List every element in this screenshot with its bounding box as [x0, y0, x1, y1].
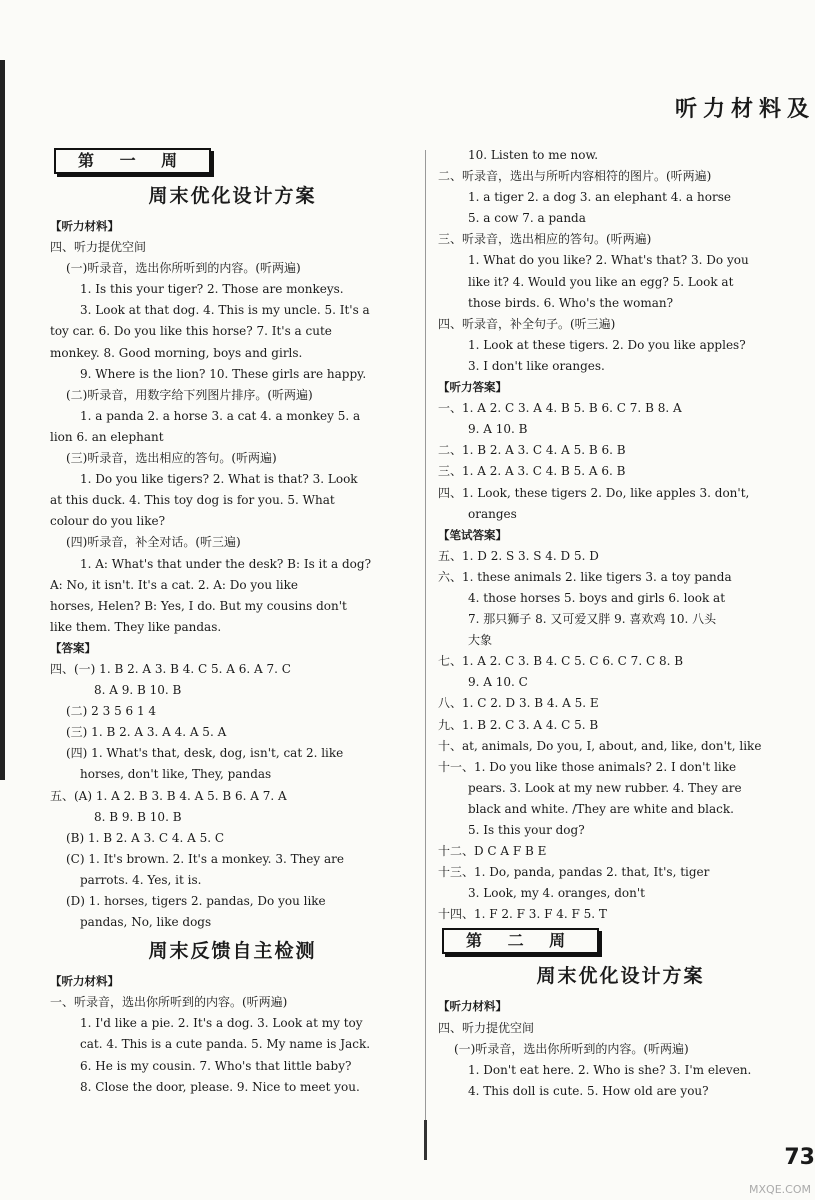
text-line: 8. Close the door, please. 9. Nice to meet you.	[80, 1079, 360, 1094]
text-line: 十二、D C A F B E	[438, 844, 547, 859]
column-divider-mark	[424, 1120, 427, 1160]
text-line: colour do you like?	[50, 514, 166, 529]
text-line: (四)听录音，补全对话。(听三遍)	[66, 535, 241, 550]
section-title: 周末优化设计方案	[148, 185, 317, 207]
text-line: 9. Where is the lion? 10. These girls are happy.	[80, 366, 367, 381]
text-line: (B) 1. B 2. A 3. C 4. A 5. C	[66, 830, 225, 845]
text-line: 四、听力提优空间	[50, 240, 147, 255]
text-line: 5. Is this your dog?	[468, 823, 585, 837]
text-line: 七、1. A 2. C 3. B 4. C 5. C 6. C 7. C 8. B	[438, 654, 684, 669]
text-line: 三、1. A 2. A 3. C 4. B 5. A 6. B	[438, 464, 626, 479]
week-heading: 第 一 周	[54, 148, 211, 174]
text-line: those birds. 6. Who's the woman?	[468, 295, 674, 310]
text-line: 1. a panda 2. a horse 3. a cat 4. a monkey 5. a	[80, 408, 361, 423]
text-line: (三) 1. B 2. A 3. A 4. A 5. A	[66, 725, 227, 740]
text-line: 8. A 9. B 10. B	[94, 683, 182, 698]
text-line: 3. I don't like oranges.	[468, 358, 605, 373]
text-line: 1. A: What's that under the desk? B: Is it a dog?	[80, 556, 372, 571]
text-line: (三)听录音，选出相应的答句。(听两遍)	[66, 451, 277, 466]
page-header: 听力材料及	[674, 97, 815, 122]
week-heading-row	[50, 145, 415, 178]
text-line: 1. I'd like a pie. 2. It's a dog. 3. Look at my toy	[80, 1016, 363, 1031]
text-line: like it? 4. Would you like an egg? 5. Look at	[468, 274, 734, 289]
text-line: (一)听录音，选出你所听到的内容。(听两遍)	[454, 1041, 689, 1056]
text-line: 五、1. D 2. S 3. S 4. D 5. D	[438, 548, 599, 563]
text-line: 五、(A) 1. A 2. B 3. B 4. A 5. B 6. A 7. A	[50, 788, 287, 803]
text-line: 4. those horses 5. boys and girls 6. look at	[468, 590, 726, 605]
week-heading-row	[438, 925, 803, 958]
text-line: 六、1. these animals 2. like tigers 3. a toy panda	[438, 569, 732, 584]
watermark: MXQE.COM	[749, 1183, 811, 1196]
section-title: 周末优化设计方案	[536, 965, 705, 988]
week-heading: 第 二 周	[442, 928, 599, 954]
text-line: 十四、1. F 2. F 3. F 4. F 5. T	[438, 907, 607, 922]
text-line: 三、听录音，选出相应的答句。(听两遍)	[438, 232, 652, 247]
text-line: 四、听力提优空间	[438, 1020, 535, 1035]
left-column	[50, 145, 415, 1098]
text-line: 1. Do you like tigers? 2. What is that? 3. Look	[80, 472, 358, 487]
text-line: 大象	[468, 633, 493, 648]
text-line: 四、听录音，补全句子。(听三遍)	[438, 316, 616, 331]
text-line: 1. Don't eat here. 2. Who is she? 3. I'm eleven.	[468, 1062, 752, 1077]
text-line: (一)听录音，选出你所听到的内容。(听两遍)	[66, 261, 301, 276]
text-line: 9. A 10. C	[468, 675, 528, 690]
text-line: cat. 4. This is a cute panda. 5. My name is Jack.	[80, 1037, 371, 1052]
text-line: parrots. 4. Yes, it is.	[80, 872, 202, 887]
text-line: 1. Look at these tigers. 2. Do you like apples?	[468, 337, 746, 352]
text-line: 四、(一) 1. B 2. A 3. B 4. C 5. A 6. A 7. C	[50, 661, 291, 676]
text-line: oranges	[468, 506, 517, 521]
text-line: 1. What do you like? 2. What's that? 3. Do you	[468, 253, 749, 268]
section-tag: 【笔试答案】	[438, 527, 507, 542]
text-line: (C) 1. It's brown. 2. It's a monkey. 3. They are	[66, 851, 344, 866]
text-line: like them. They like pandas.	[50, 619, 222, 634]
section-tag: 【听力材料】	[438, 999, 507, 1014]
column-divider	[425, 150, 426, 1150]
text-line: lion 6. an elephant	[50, 429, 164, 444]
text-line: 7. 那只狮子 8. 又可爱又胖 9. 喜欢鸡 10. 八头	[468, 612, 717, 627]
text-line: black and white. /They are white and black.	[468, 801, 734, 816]
text-line: 十、at, animals, Do you, I, about, and, like, don't, like	[438, 738, 762, 753]
right-column	[438, 145, 803, 1102]
text-line: at this duck. 4. This toy dog is for you. 5. What	[50, 493, 335, 508]
text-line: 10. Listen to me now.	[468, 148, 599, 162]
text-line: monkey. 8. Good morning, boys and girls.	[50, 345, 303, 360]
text-line: pandas, No, like dogs	[80, 915, 212, 930]
text-line: 4. This doll is cute. 5. How old are you?	[468, 1083, 709, 1098]
section-title: 周末反馈自主检测	[148, 940, 317, 963]
text-line: (四) 1. What's that, desk, dog, isn't, cat 2. like	[66, 746, 344, 761]
text-line: 5. a cow 7. a panda	[468, 211, 586, 226]
text-line: 9. A 10. B	[468, 422, 528, 437]
text-line: toy car. 6. Do you like this horse? 7. It's a cute	[50, 324, 332, 339]
page-binding-edge	[0, 60, 5, 780]
section-tag: 【听力答案】	[438, 380, 507, 395]
text-line: pears. 3. Look at my new rubber. 4. They are	[468, 780, 742, 795]
text-line: 十一、1. Do you like those animals? 2. I don't like	[438, 759, 737, 774]
text-line: 四、1. Look, these tigers 2. Do, like apples 3. don't,	[438, 485, 750, 500]
section-tag: 【听力材料】	[50, 974, 119, 989]
text-line: 十三、1. Do, panda, pandas 2. that, It's, tiger	[438, 865, 710, 880]
text-line: 二、1. B 2. A 3. C 4. A 5. B 6. B	[438, 443, 626, 458]
section-tag: 【听力材料】	[50, 219, 119, 233]
text-line: 一、1. A 2. C 3. A 4. B 5. B 6. C 7. B 8. A	[438, 401, 682, 416]
text-line: horses, don't like, They, pandas	[80, 767, 272, 782]
text-line: 8. B 9. B 10. B	[94, 809, 182, 824]
text-line: A: No, it isn't. It's a cat. 2. A: Do you like	[50, 577, 298, 592]
text-line: 3. Look at that dog. 4. This is my uncle. 5. It's a	[80, 303, 370, 318]
text-line: 二、听录音，选出与所听内容相符的图片。(听两遍)	[438, 169, 712, 184]
text-line: 1. Is this your tiger? 2. Those are monkeys.	[80, 282, 344, 297]
section-tag: 【答案】	[50, 640, 96, 655]
text-line: (D) 1. horses, tigers 2. pandas, Do you like	[66, 894, 326, 908]
text-line: 6. He is my cousin. 7. Who's that little baby?	[80, 1058, 352, 1073]
text-line: (二) 2 3 5 6 1 4	[66, 704, 157, 719]
text-line: 九、1. B 2. C 3. A 4. C 5. B	[438, 717, 599, 732]
text-line: (二)听录音，用数字给下列图片排序。(听两遍)	[66, 387, 313, 402]
text-line: horses, Helen? B: Yes, I do. But my cousins don't	[50, 598, 347, 613]
text-line: 1. a tiger 2. a dog 3. an elephant 4. a horse	[468, 190, 731, 205]
text-line: 一、听录音，选出你所听到的内容。(听两遍)	[50, 995, 288, 1010]
text-line: 八、1. C 2. D 3. B 4. A 5. E	[438, 696, 599, 711]
page-number: 73	[784, 1145, 815, 1170]
text-line: 3. Look, my 4. oranges, don't	[468, 886, 645, 901]
